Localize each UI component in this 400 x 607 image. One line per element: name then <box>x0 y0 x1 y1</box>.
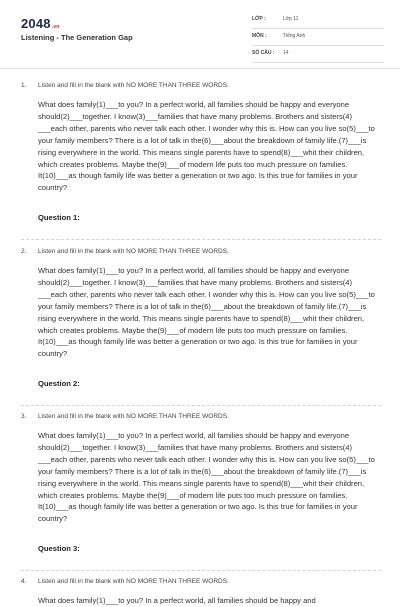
question-label: Question 2: <box>38 379 80 388</box>
meta-value: Tiếng Anh <box>283 33 306 39</box>
question-instruction: Listen and fill in the blank with NO MORE THAN THREE WORDS. <box>38 82 229 89</box>
site-logo[interactable] <box>21 16 60 31</box>
question-instruction: Listen and fill in the blank with NO MORE THAN THREE WORDS. <box>38 578 229 585</box>
question-number: 4. <box>21 578 27 585</box>
meta-label: LỚP : <box>252 16 266 22</box>
question-label: Question 3: <box>38 544 80 553</box>
meta-label: MÔN : <box>252 33 267 39</box>
question-passage: What does family(1)___to you? In a perfect world, all families should be happy and everyone should(2)___together. I know(3)___families that have many problems. Brothers and sisters(4) ___each other, parents who never talk each other. I wonder why this is. How can you live so(5)___to your family members? There is a lot of talk in the(6)___about the breakdown of family life.(7)___is rising everywhere in the world. This means single parents have to spend(8)___whit their children, which creates problems. Maybe the(9)___of modern life puts too much pressure on families. It(10)___as though family life was better a generation or two ago. Is this true for families in your country? <box>38 431 375 524</box>
question-passage: What does family(1)___to you? In a perfect world, all families should be happy and everyone should(2)___together. I know(3)___families that have many problems. Brothers and sisters(4) ___each other, parents who never talk each other. I wonder why this is. How can you live so(5)___to your family members? There is a lot of talk in the(6)___about the breakdown of family life.(7)___is rising everywhere in the world. This means single parents have to spend(8)___whit their children, which creates problems. Maybe the(9)___of modern life puts too much pressure on families. It(10)___as though family life was better a generation or two ago. Is this true for families in your country? <box>38 266 375 359</box>
logo-text: 2048 <box>21 16 51 31</box>
question-divider <box>21 239 381 240</box>
question-passage: What does family(1)___to you? In a perfect world, all families should be happy and <box>38 596 316 605</box>
question-label: Question 1: <box>38 213 80 222</box>
meta-row-count <box>252 46 384 63</box>
question-divider <box>21 405 381 406</box>
document-title: Listening - The Generation Gap <box>21 33 133 42</box>
question-divider <box>21 570 381 571</box>
question-instruction: Listen and fill in the blank with NO MORE THAN THREE WORDS. <box>38 413 229 420</box>
question-number: 1. <box>21 82 27 89</box>
meta-value: Lớp 11 <box>283 16 299 22</box>
question-passage: What does family(1)___to you? In a perfect world, all families should be happy and everyone should(2)___together. I know(3)___families that have many problems. Brothers and sisters(4) ___each other, parents who never talk each other. I wonder why this is. How can you live so(5)___to your family members? There is a lot of talk in the(6)___about the breakdown of family life.(7)___is rising everywhere in the world. This means single parents have to spend(8)___whit their children, which creates problems. Maybe the(9)___of modern life puts too much pressure on families. It(10)___as though family life was better a generation or two ago. Is this true for families in your country? <box>38 100 375 193</box>
question-number: 3. <box>21 413 27 420</box>
meta-label: SỐ CÂU : <box>252 50 275 56</box>
meta-row-subject <box>252 29 384 46</box>
meta-value: 14 <box>283 50 289 56</box>
question-instruction: Listen and fill in the blank with NO MORE THAN THREE WORDS. <box>38 248 229 255</box>
meta-table <box>252 12 384 63</box>
meta-row-class <box>252 12 384 29</box>
logo-domain: .vn <box>51 24 60 30</box>
document-header <box>0 0 400 69</box>
question-number: 2. <box>21 248 27 255</box>
